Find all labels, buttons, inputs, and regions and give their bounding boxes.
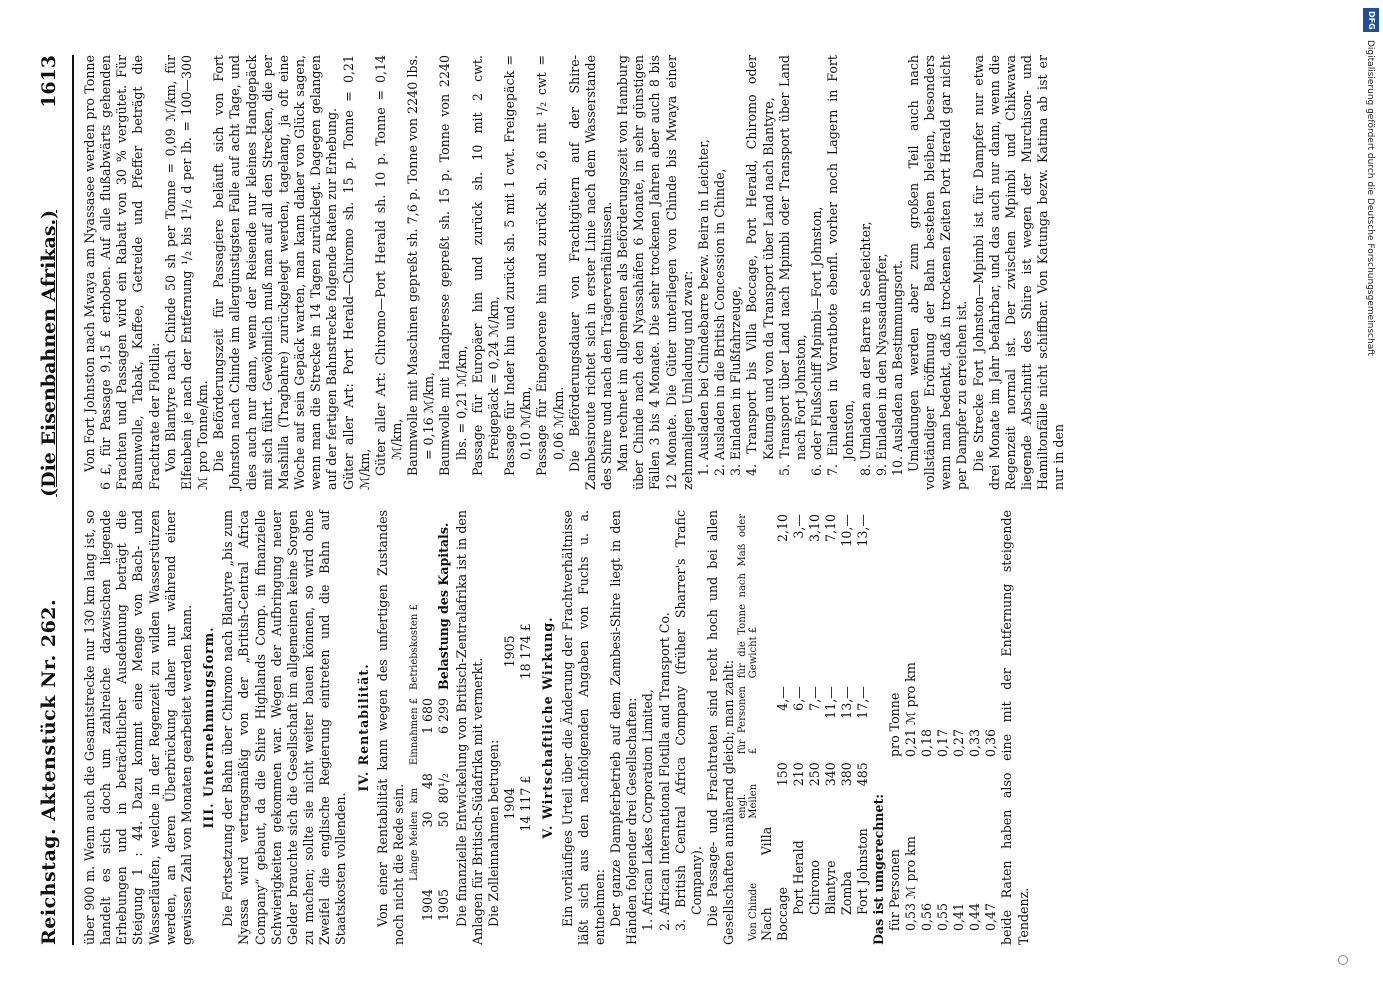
table-row [791, 510, 807, 945]
table-cell: 0,27 [951, 728, 967, 757]
section-3-text: Die Fortsetzung der Bahn über Chiromo nach Blantyre „bis zum Nyassa wird vertragsmäßig von der „British-Central Africa Company“ gebaut, da die Shire Highlands Comp. in finanzielle Schwierigkeiten gekommen war. Wegen der Aufbringung neuer Gelder brauchte sich die Gesellschaft im allgemeinen keine Sorgen zu machen; sollte sie nicht weiter bauen können, so wird ohne Zweifel die englische Regierung eintreten und die Bahn auf Staatskosten vollenden. [220, 510, 349, 945]
table-row [983, 587, 999, 935]
table-header: pro Tonne [887, 692, 903, 757]
dfg-logo-icon: DFG [1363, 8, 1379, 32]
customs-table [502, 575, 534, 880]
table-row [855, 510, 871, 945]
customs-intro: Die Zolleinnahmen betrugen: [486, 739, 502, 927]
rent-header: Einnahmen £ [408, 697, 420, 766]
table-cell: Fort Johnston [855, 828, 871, 915]
list-item: Baumwolle mit Maschinen gepreßt sh. 7,6 p. Tonne von 2240 lbs. = 0,16 ℳ/km, [405, 55, 437, 476]
tariff-header: für Personen £ [737, 686, 760, 755]
table-row [967, 587, 983, 935]
section-4-text-2: Die finanzielle Entwickelung von Britisch-Zentralafrika ist in den Anlagen für Britisch-Südafrika mit vermerkt. [453, 510, 486, 945]
table-cell: 1904 [419, 888, 435, 921]
list-item: 5. Transport über Land nach Mpimbi oder Transport über Land nach Fort Johnston, [776, 55, 808, 476]
paragraph: Die Beförderungszeit für Passagiere beläuft sich von Fort Johnston nach Chinde im allergünstigsten Falle auf acht Tage, und dies auch nur dann, wenn der Reisende nur kleines Handgepäck mit sich führt. Gewöhnlich muß man auf all den Strecken, die per Mashilla (Tragbahre) zurückgelegt werden, tagelang, ja oft eine Woche auf sein Gepäck warten, man kann daher von Glück sagen, wenn man die Strecke in 14 Tagen zurücklegt. Dagegen gelangen auf der fertigen Bahnstrecke folgende Raten zur Erhebung. [211, 55, 340, 490]
list-item: 10. Ausladen an Bestimmungsort. [889, 259, 905, 476]
list-item: 2. Ausladen in die British Concession in Chinde, [712, 168, 728, 476]
table-row [807, 510, 823, 945]
table-cell: 150 [775, 762, 791, 787]
table-cell: 0,41 [951, 902, 967, 931]
table-cell: 7,10 [823, 514, 839, 543]
table-cell: 13,— [855, 514, 871, 547]
table-cell: 4,— [775, 686, 791, 711]
tariff-header: engl. Meilen [737, 783, 760, 819]
list-item: 2. African International Flotilla and Transport Co. [656, 612, 672, 931]
intro-paragraph: über 900 m. Wenn auch die Gesamtstrecke nur 130 km lang ist, so handelt es sich doch um zahlreiche dazwischen liegende Erhebungen und in beträchtlicher Ausdehnung beträgt die Steigung 1 : 44. Dazu kommt eine Menge von Bach- und Wasserläufen, welche in der Regenzeit zu wilden Wasserstürzen werden, an deren Überbrückung daher nur während einer gewissen Zahl von Monaten gearbeitet werden kann. [82, 510, 194, 945]
table-cell: 250 [807, 762, 823, 787]
company-list [640, 510, 705, 945]
table-cell: 10,— [839, 514, 855, 547]
table-cell: Nach Villa Boccage [759, 826, 791, 941]
section-5-title: V. Wirtschaftliche Wirkung. [540, 616, 556, 839]
left-column [82, 510, 1032, 945]
tariff-intro: Die Passage- und Frachtraten sind recht hoch und bei allen Gesellschaften annähernd gleich; man zahlt: [705, 510, 737, 945]
table-cell: 11,— [823, 686, 839, 719]
table-cell: 1 680 [419, 697, 435, 734]
closing-paragraph: beide Raten haben also eine mit der Entfernung steigende Tendenz. [999, 510, 1031, 945]
paragraph: Die Beförderungsdauer von Frachtgütern auf der Shire-Zambesiroute richtet sich in erster Linie nach dem Wasserstande des Shire und nach den Trägerverhältnissen. [566, 55, 614, 490]
table-cell: 48 [419, 773, 435, 790]
table-cell: 0,18 [919, 728, 935, 757]
table-row [919, 587, 935, 935]
table-cell: 0,53 ℳ pro km [903, 836, 919, 931]
table-cell: 3,— [791, 514, 807, 539]
list-item: 8. Umladen an der Barre in Seeleichter, [857, 221, 873, 476]
page-number: 1613 [38, 55, 60, 108]
table-cell: 0,55 [935, 902, 951, 931]
converted-intro: Das ist umgerechnet: [871, 793, 887, 945]
library-stamp [1338, 955, 1348, 965]
table-cell: 7,— [807, 686, 823, 711]
table-cell: Blantyre [823, 860, 839, 915]
paragraph: Man rechnet im allgemeinen als Beförderungszeit von Hamburg über Chinde nach den Nyassahäfen 6 Monate, in sehr günstigen Fällen 3 bis 4 Monate. Die sehr trockenen Jahren aber auch 8 bis 12 Monate. Die Güter unterliegen von Chinde bis Mwaya einer zehnmaligen Umladung und zwar: [615, 55, 695, 490]
table-cell: Port Herald [791, 840, 807, 915]
rent-header: Betriebskosten £ [408, 604, 420, 690]
tariff-header: für die Tonne nach Maß oder Gewicht £ [737, 514, 760, 679]
table-row [839, 510, 855, 945]
rates-list [373, 55, 567, 490]
list-item: Passage für Europäer hin und zurück sh. 10 mit 2 cwt. Freigepäck = 0,24 ℳ/km, [469, 55, 501, 476]
table-cell: 30 [419, 811, 435, 828]
table-cell: Zomba [839, 871, 855, 915]
rates-intro: Güter aller Art: Port Herald—Chiromo sh. 15 p. Tonne = 0,21 ℳ/km, [340, 55, 372, 490]
section-4-text: Von einer Rentabilität kann wegen des unfertigen Zustandes noch nicht die Rede sein. [374, 510, 406, 945]
header-center: (Die Eisenbahnen Afrikas.) [38, 209, 60, 497]
table-row [935, 587, 951, 935]
table-row [951, 587, 967, 935]
table-header: für Personen [887, 849, 903, 931]
section-5-text-2: Der ganze Dampferbetrieb auf dem Zambesi-Shire liegt in den Händen folgender drei Gesellschaften: [608, 510, 640, 945]
header-rule [72, 55, 74, 945]
list-item: 1. Ausladen bei Chindebarre bezw. Beira in Leichter, [695, 139, 711, 476]
rent-header: Länge Meilen [408, 811, 420, 881]
table-cell: 13,— [839, 686, 855, 719]
list-item: 3. British Central Africa Company (früher Sharrer's Trafic Company). [672, 510, 704, 931]
table-cell: 0,56 [919, 902, 935, 931]
rent-header: km [408, 787, 420, 804]
list-item: 7. Einladen in Vorratbote ebenfl. vorher noch Lagern in Fort Johnston, [825, 55, 857, 476]
paragraph: Von Blantyre nach Chinde 50 sh per Tonne = 0,09 ℳ/km, für Elfenbein je nach der Entfernung ¹/₂ bis 1¹/₂ d per lb. = 100—300 ℳ pro Tonne/km. [162, 55, 211, 490]
list-item: 3. Einladen in Flußfahrzeuge, [728, 286, 744, 476]
digitization-sidebar [1363, 0, 1381, 1000]
paragraph: Die Strecke Fort Johnston—Mpimbi ist für Dampfer nur etwa drei Monate im Jahr befahrbar, und das auch nur dann, wenn die Regenzeit normal ist. Der zwischen Mpimbi und Chikwawa liegende Abschnitt des Shire ist wegen der Murchison- und Hamiltonfälle nicht schiffbar. Von Katunga bezw. Katima ab ist er nur in den [970, 55, 1067, 490]
table-cell: 0,17 [935, 728, 951, 757]
table-row [420, 519, 436, 925]
rentability-table [409, 519, 452, 925]
tariff-header: Von Chinde [748, 883, 760, 941]
table-cell: 2,10 [775, 514, 791, 543]
table-row [903, 587, 919, 935]
table-row [759, 510, 791, 945]
table-cell: 50 [435, 811, 451, 828]
table-cell: 485 [855, 762, 871, 787]
list-item: Güter aller Art: Chiromo—Port Herald sh. 10 p. Tonne = 0,14 ℳ/km, [372, 55, 404, 476]
customs-value: 14 117 £ [518, 775, 534, 832]
list-item: Baumwolle mit Handpresse gepreßt sh. 15 p. Tonne von 2240 lbs. = 0,21 ℳ/km, [437, 55, 469, 476]
section-5-text: Ein vorläufiges Urteil über die Änderung der Frachtverhältnisse läßt sich aus den nachfolgenden Angaben von Fuchs u. a. entnehmen: [559, 510, 607, 945]
list-item: 6. oder Flußschiff Mpimbi—Fort Johnston, [809, 206, 825, 476]
converted-table [887, 587, 999, 935]
table-cell: 0,21 ℳ pro km [903, 662, 919, 757]
list-item: Passage für Eingeborene hin und zurück sh. 2,6 mit ¹/₂ cwt = 0,06 ℳ/km. [534, 55, 566, 476]
table-cell: 0,36 [983, 728, 999, 757]
table-cell: 0,47 [983, 902, 999, 931]
table-cell: 0,33 [967, 728, 983, 757]
right-column [82, 55, 1068, 490]
list-item: 1. African Lakes Corporation Limited, [640, 689, 656, 931]
table-cell: 3,10 [807, 514, 823, 543]
table-cell: 210 [791, 762, 807, 787]
section-3-title: III. Unternehmungsform. [201, 626, 217, 829]
table-cell: 6 299 [435, 697, 451, 734]
table-cell: 340 [823, 762, 839, 787]
table-cell: 0,44 [967, 902, 983, 931]
tariff-table [737, 510, 871, 945]
table-row [823, 510, 839, 945]
digitization-note: Digitalisierung gefördert durch die Deutsche Forschungsgemeinschaft [1365, 40, 1375, 356]
section-4-title: IV. Rentabilität. [355, 663, 371, 792]
header-left: Reichstag. Aktenstück Nr. 262. [38, 598, 60, 945]
paragraph: Umladungen werden aber zum großen Teil auch nach vollständiger Eröffnung der Bahn bestehen bleiben, besonders wenn man bedenkt, daß in trockenen Zeiten Port Herald gar nicht per Dampfer zu erreichen ist. [905, 55, 970, 490]
table-cell: 1905 [435, 888, 451, 921]
list-item: 9. Einladen in den Nyassadampfer, [873, 253, 889, 476]
table-cell: 380 [839, 762, 855, 787]
table-cell: 17,— [855, 686, 871, 719]
steps-list [696, 55, 906, 490]
paragraph: Von Fort Johnston nach Mwaya am Nyassasee werden pro Tonne 6 £, für Passage 9,15 £ erhoben. Auf alle flußabwärts gehenden Frachten und Passagen wird ein Rabatt von 30 % vergütet. Für Baumwolle, Tabak, Kaffee, Getreide und Pfeffer beträgt die Frachtrate der Flotilla: [82, 55, 162, 490]
table-cell: 80¹/₂ [435, 773, 451, 804]
table-cell: 6,— [791, 686, 807, 711]
customs-year: 1905 [502, 635, 518, 668]
page-header [38, 55, 68, 945]
list-item: 4. Transport bis Villa Boccage, Port Herald, Chiromo oder Katunga und von da Transport über Land nach Blantyre, [744, 55, 776, 476]
list-item: Passage für Inder hin und zurück sh. 5 mit 1 cwt. Freigepäck = 0,10 ℳ/km, [502, 55, 534, 476]
table-cell: Chiromo [807, 860, 823, 915]
rent-note: Belastung des Kapitals. [435, 522, 451, 690]
customs-year: 1904 [502, 787, 518, 820]
customs-value: 18 174 £ [518, 623, 534, 680]
